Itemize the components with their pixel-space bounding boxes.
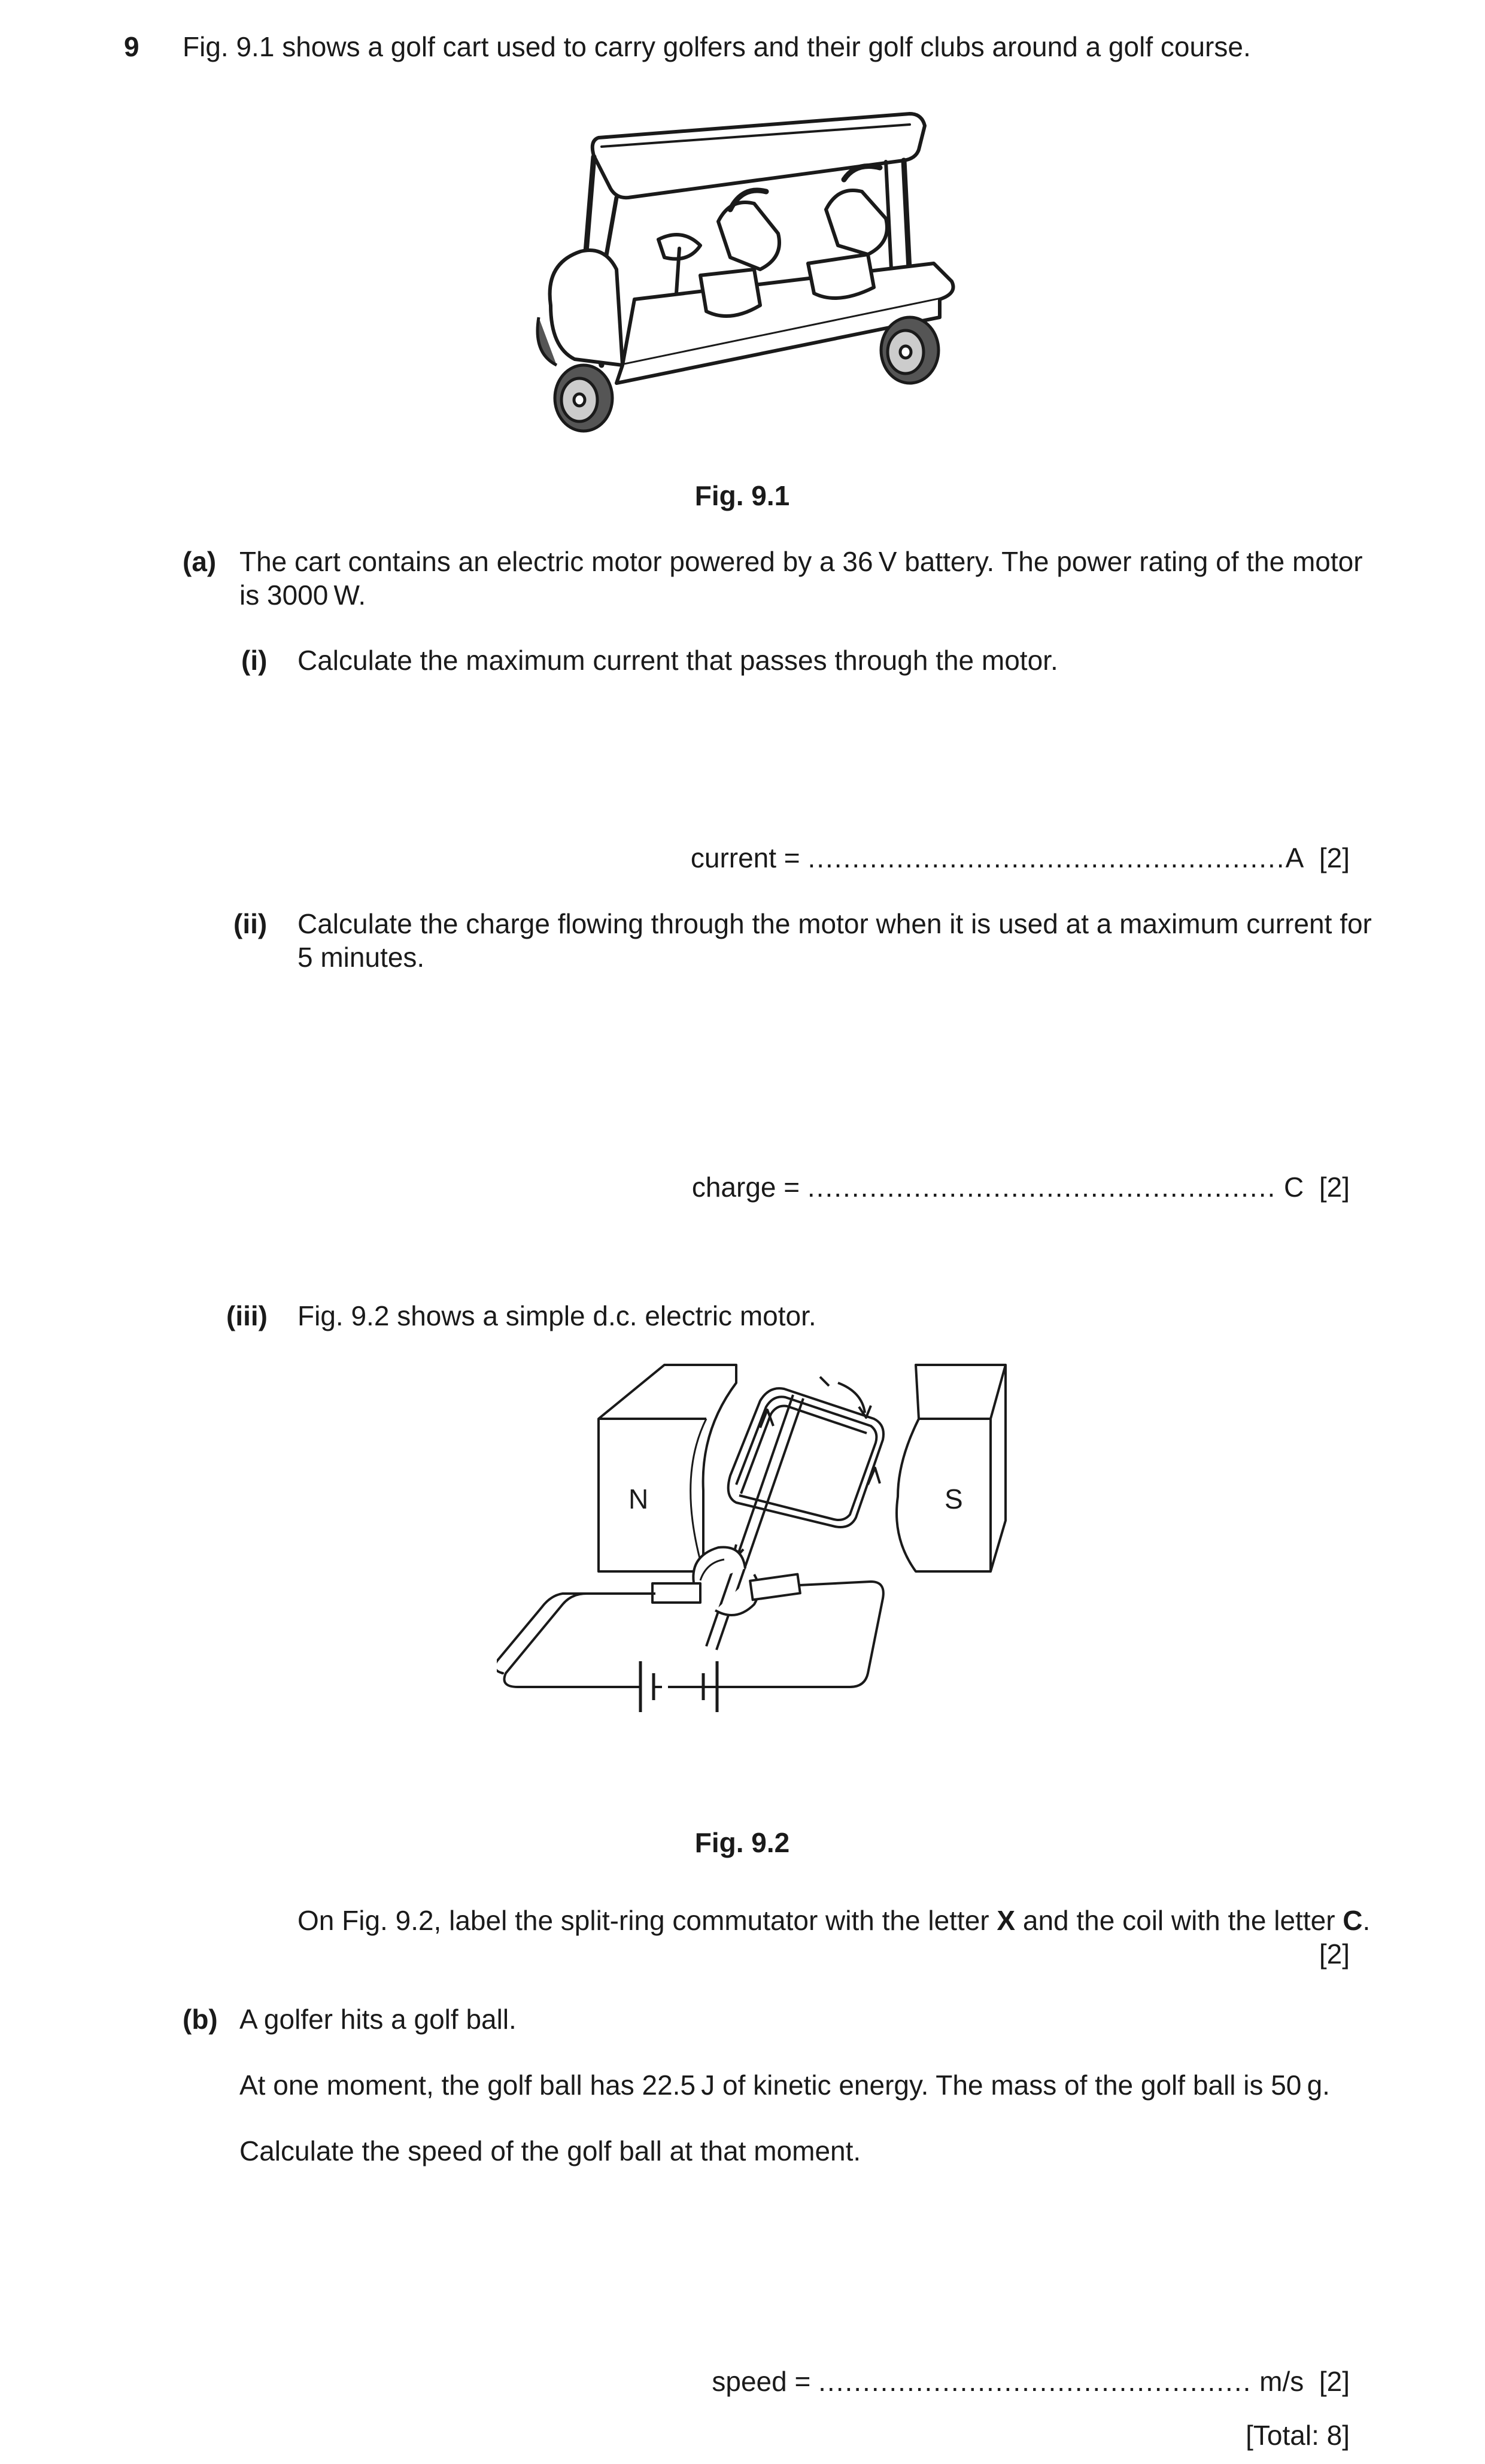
marks-a-iii: [2] [1319,1938,1350,1970]
unit-charge: C [1284,1172,1304,1203]
part-a-text-line2: is 3000 W. [239,579,366,611]
part-b-label: (b) [183,2004,218,2035]
part-a-iii-label: (iii) [226,1300,268,1331]
magnet-s-label: S [945,1483,963,1515]
brush-right [750,1574,800,1600]
answer-line-charge[interactable] [692,1170,1350,1204]
cart-seat-2 [808,254,874,298]
marks-b: [2] [1319,2366,1350,2397]
marks-a-i: [2] [1319,842,1350,873]
brush-left [652,1583,700,1603]
part-b-line3: Calculate the speed of the golf ball at that moment. [239,2135,861,2166]
part-a-text-line1: The cart contains an electric motor powered by a 36 V battery. The power rating of the motor [239,546,1363,577]
dc-motor-figure [497,1359,1024,1802]
question-number: 9 [124,31,139,62]
letter-c: C [1343,1905,1363,1936]
unit-current: A [1285,842,1304,873]
part-a-ii-text-line2: 5 minutes. [297,942,425,973]
golf-cart-figure [527,102,958,437]
unit-speed: m/s [1259,2366,1304,2397]
part-a-i-text: Calculate the maximum current that passes through the motor. [297,645,1058,676]
answer-label-speed: speed = [712,2366,811,2397]
part-a-i-label: (i) [241,645,268,676]
circuit-wire [497,1594,652,1673]
part-a-ii-label: (ii) [233,908,268,939]
cart-seat-back-2 [826,190,887,254]
cart-wheel-rear [881,317,939,383]
part-a-iii-instruction: On Fig. 9.2, label the split-ring commutator with the letter X and the coil with the letter C. [297,1905,1371,1936]
part-a-ii-text-line1: Calculate the charge flowing through the motor when it is used at a maximum current for [297,908,1372,939]
figure-caption-9-2: Fig. 9.2 [694,1827,790,1858]
answer-label-current: current = [690,842,800,873]
letter-x: X [997,1905,1016,1936]
total-marks: [Total: 8] [1246,2420,1350,2451]
cart-wheel-front [555,365,612,431]
part-a-iii-text: Fig. 9.2 shows a simple d.c. electric motor. [297,1300,816,1331]
answer-line-speed[interactable] [712,2365,1350,2398]
part-a-label: (a) [183,546,217,577]
magnet-north [599,1365,736,1571]
magnet-n-label: N [628,1483,649,1515]
magnet-south [897,1365,1006,1571]
answer-dots-speed[interactable]: ................................................. [818,2366,1252,2397]
answer-dots-current[interactable]: ...................................................... [807,842,1286,873]
figure-caption-9-1: Fig. 9.1 [694,480,790,511]
answer-line-current[interactable] [691,841,1350,875]
part-b-line2: At one moment, the golf ball has 22.5 J of kinetic energy. The mass of the golf ball is 50 g. [239,2069,1330,2101]
battery [634,1661,717,1712]
question-intro: Fig. 9.1 shows a golf cart used to carry golfers and their golf clubs around a golf course. [183,31,1251,62]
part-b-line1: A golfer hits a golf ball. [239,2004,517,2035]
marks-a-ii: [2] [1319,1172,1350,1203]
answer-dots-charge[interactable]: ..................................................... [807,1172,1277,1203]
cart-seat-1 [700,269,760,316]
answer-label-charge: charge = [691,1172,800,1203]
cart-seat-back-1 [718,202,779,269]
